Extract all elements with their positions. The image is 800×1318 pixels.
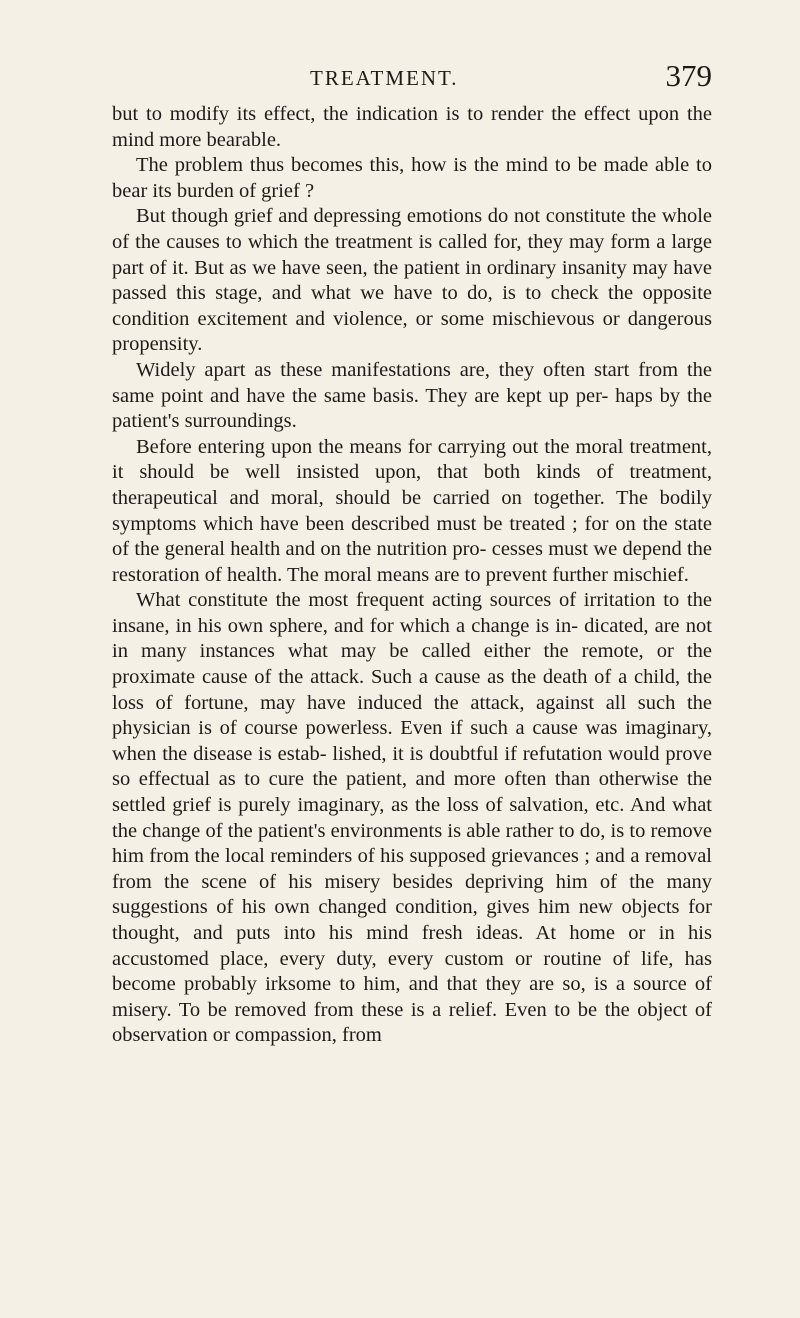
running-title: TREATMENT.	[310, 66, 459, 90]
page-number: 379	[665, 58, 712, 93]
paragraph: Widely apart as these manifestations are, they often start from the same point and have the same basis. They are kept up per- haps by the patient's surroundings.	[112, 358, 712, 433]
paragraph: What constitute the most frequent acting sources of irritation to the insane, in his own sphere, and for which a change is in- dicated, are not in many instances what may be called either the remote, or the proximate cause of the attack. Such a cause as the death of a child, the loss of fortune, may have induced the attack, against all such the physician is of course powerless. Even if such a cause was imaginary, when the disease is estab- lished, it is doubtful if refutation would prove so effectual as to cure the patient, and more often than otherwise the settled grief is purely imaginary, as the loss of salvation, etc. And what the change of the patient's environments is able rather to do, is to remove him from the local reminders of his supposed grievances ; and a removal from the scene of his misery besides depriving him of the many suggestions of his own changed condition, gives him new objects for thought, and puts into his mind fresh ideas. At home or in his accustomed place, every duty, every custom or routine of life, has become probably irksome to him, and that they are so, is a source of misery. To be removed from these is a relief. Even to be the object of observation or compassion, from	[112, 589, 712, 1047]
running-header	[112, 58, 712, 98]
paragraph: but to modify its effect, the indication is to render the effect upon the mind more bearable.	[112, 103, 712, 151]
paragraph: But though grief and depressing emotions do not constitute the whole of the causes to which the treatment is called for, they may form a large part of it. But as we have seen, the patient in ordinary insanity may have passed this stage, and what we have to do, is to check the opposite condition excitement and violence, or some mischievous or dangerous propensity.	[112, 205, 712, 356]
paragraph: The problem thus becomes this, how is the mind to be made able to bear its burden of grief ?	[112, 154, 712, 202]
body-text	[112, 102, 712, 1049]
paragraph: Before entering upon the means for carrying out the moral treatment, it should be well insisted upon, that both kinds of treatment, therapeutical and moral, should be carried on together. The bodily symptoms which have been described must be treated ; for on the state of the general health and on the nutrition pro- cesses must we depend the restoration of health. The moral means are to prevent further mischief.	[112, 435, 712, 586]
